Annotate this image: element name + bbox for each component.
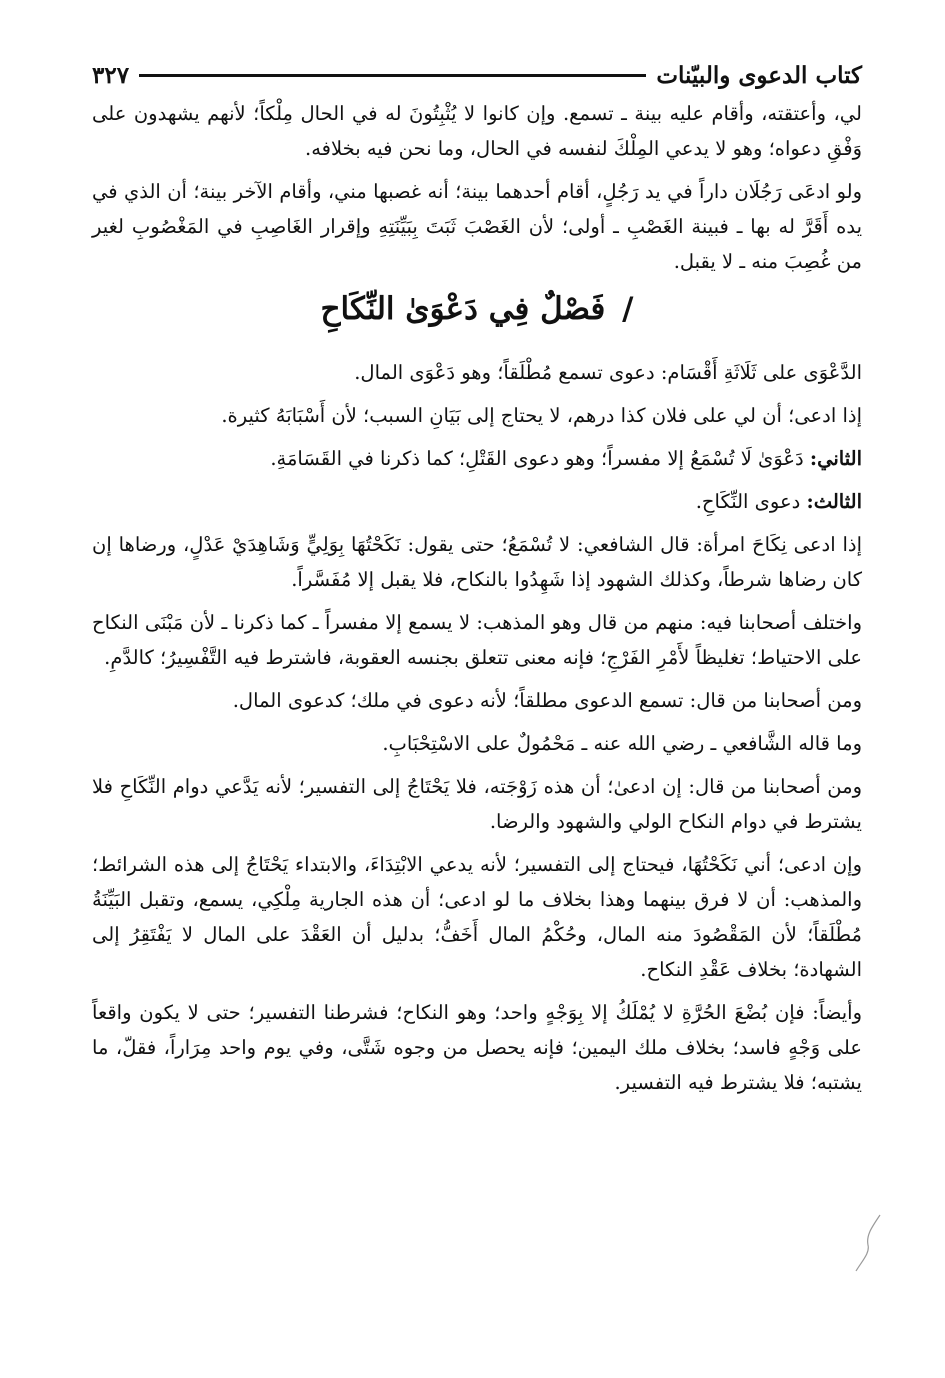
intro-paragraph: ولو ادعَى رَجُلَان داراً في يد رَجُلٍ، أقام أحدهما بينة؛ أنه غصبها مني، وأقام الآخر بينة؛ أن الذي في يده أَقَرَّ له بها ـ فبينة الغَصْبِ ـ أولى؛ لأن الغَصْبَ ثَبَتَ بِبَيِّنَتِهِ وإقرار الغَاصِبِ في المَغْصُوبِ لغير من غُصِبَ منه ـ لا يقبل. — [92, 180, 862, 273]
page-number: ٣٢٧ — [92, 61, 130, 89]
paragraph-text: وما قاله الشَّافعي ـ رضي الله عنه ـ مَحْمُولٌ على الاسْتِحْبَابِ. — [382, 732, 862, 755]
section-heading — [92, 287, 862, 331]
paragraph-text: ومن أصحابنا من قال: تسمع الدعوى مطلقاً؛ لأنه دعوى في ملك؛ كدعوى المال. — [232, 689, 862, 712]
body-paragraph — [92, 847, 862, 987]
paragraph-text: الدَّعْوَى على ثَلَاثَةِ أَقْسَام: دعوى تسمع مُطْلَقاً؛ وهو دَعْوَى المال. — [354, 361, 862, 384]
paragraph-text: واختلف أصحابنا فيه: منهم من قال وهو المذهب: لا يسمع إلا مفسراً ـ كما ذكرنا ـ لأن مَبْنَى النكاح على الاحتياط؛ تغليظاً لأَمْرِ الفَرْجِ؛ فإنه معنى تتعلق بجنسه العقوبة، فاشترط فيه التَّفْسِيرُ؛ كالدَّمِ. — [92, 611, 862, 669]
book-title: كتاب الدعوى والبيّنات — [656, 61, 862, 89]
body-paragraph — [92, 527, 862, 597]
body-paragraph — [92, 726, 862, 761]
body-paragraph — [92, 995, 862, 1100]
paragraph-text: دَعْوَىٰ لَا تُسْمَعُ إلا مفسراً؛ وهو دعوى القَتْلِ؛ كما ذكرنا في القَسَامَةِ. — [270, 447, 804, 470]
heading-slash: / — [622, 291, 634, 327]
intro-paragraph: لي، وأعتقته، وأقام عليه بينة ـ تسمع. وإن كانوا لا يُثْبِتُونَ له في الحال مِلْكاً؛ لأنهم يشهدون على وَفْقِ دعواه؛ وهو لا يدعي المِلْكَ لنفسه في الحال، وما نحن فيه بخلافه. — [92, 102, 862, 160]
paragraph-text: وإن ادعى؛ أني نَكَحْتُهَا، فيحتاج إلى التفسير؛ لأنه يدعي الابْتِدَاءَ، والابتداء يَحْتَاجُ إلى هذه الشرائط؛ والمذهب: أن لا فرق بينهما وهذا بخلاف ما لو ادعى؛ أن هذه الجارية مِلْكِي، يسمع، وتقبل البَيِّنَةُ مُطْلَقاً؛ لأن المَقْصُودَ منه المال، وحُكْمُ المال أَخَفُّ؛ بدليل أن العَقْدَ على المال لا يَفْتَقِرُ إلى الشهادة؛ بخلاف عَقْدِ النكاح. — [92, 853, 862, 981]
paragraph-text: ومن أصحابنا من قال: إن ادعىٰ؛ أن هذه زَوْجَته، فلا يَحْتَاجُ إلى التفسير؛ لأنه يَدَّعي دوام النِّكَاحِ فلا يشترط في دوام النكاح الولي والشهود والرضا. — [92, 775, 862, 833]
handwritten-margin-mark — [852, 1213, 882, 1273]
book-page — [92, 58, 862, 1108]
body-paragraph — [92, 484, 862, 519]
paragraph-text: إذا ادعى نِكَاحَ امرأة: قال الشافعي: لا تُسْمَعُ؛ حتى يقول: نَكَحْتُهَا بِوَلِيٍّ وَشَاهِدَيْ عَدْلٍ، ورضاها إن كان رضاها شرطاً، وكذلك الشهود إذا شَهِدُوا بالنكاح، فلا يقبل إلا مُفَسَّراً. — [92, 533, 862, 591]
section-title: فَصْلٌ فِي دَعْوَىٰ النِّكَاحِ — [320, 291, 606, 327]
body-paragraph — [92, 355, 862, 390]
header-rule — [139, 74, 646, 77]
body-paragraph — [92, 398, 862, 433]
paragraph-text: دعوى النِّكَاحِ. — [695, 490, 801, 513]
body-paragraph — [92, 441, 862, 476]
paragraph-text: إذا ادعى؛ أن لي على فلان كذا درهم، لا يحتاج إلى بَيَانِ السبب؛ لأن أَسْبَابَهُ كثيرة. — [221, 404, 862, 427]
paragraph-lead: الثاني: — [809, 447, 862, 470]
paragraph-lead: الثالث: — [806, 490, 862, 513]
running-header — [92, 58, 862, 92]
body-paragraph — [92, 769, 862, 839]
paragraph-text: وأيضاً: فإن بُضْعَ الحُرَّةِ لا يُمْلَكُ إلا بِوَجْهٍ واحد؛ وهو النكاح؛ فشرطنا التفسير؛ حتى لا يكون واقعاً على وَجْهٍ فاسد؛ بخلاف ملك اليمين؛ فإنه يحصل من وجوه شَتَّى، وفي يوم واحد مِرَاراً، فقلّ، ما يشتبه؛ فلا يشترط فيه التفسير. — [92, 1001, 862, 1094]
body-paragraph — [92, 683, 862, 718]
body-paragraph — [92, 605, 862, 675]
